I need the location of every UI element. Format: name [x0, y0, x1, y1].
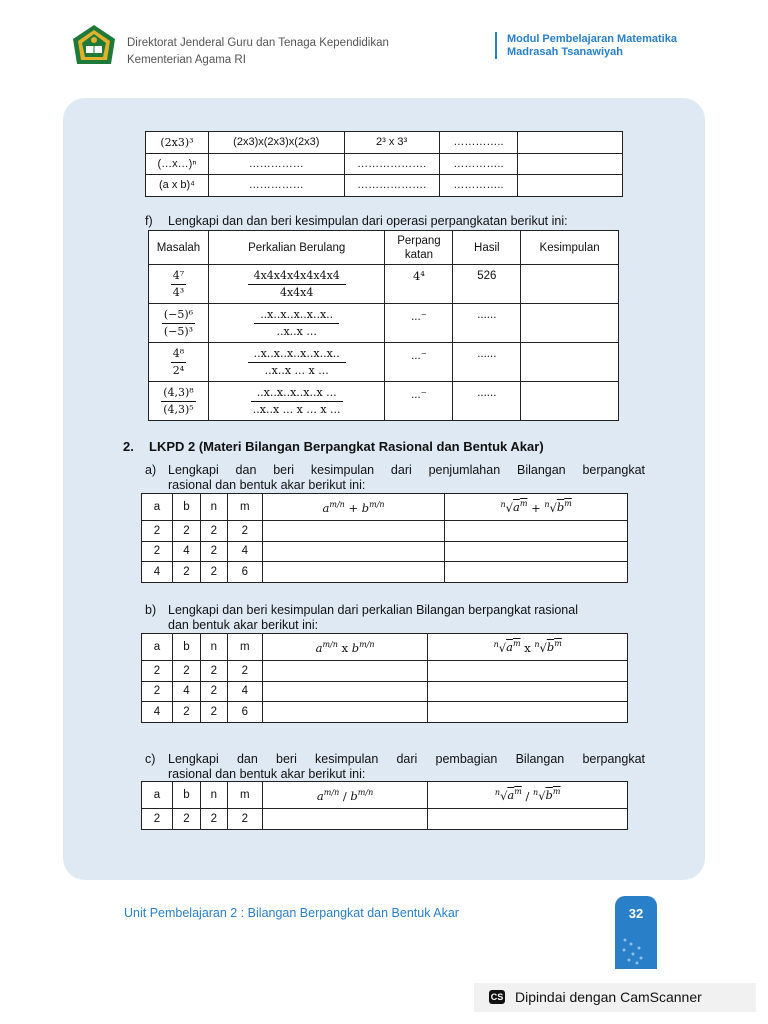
- column-header: b: [172, 634, 200, 661]
- question-b: [145, 603, 645, 633]
- column-header-exponent-quotient: $a^{m/n} / b^{m/n}$: [262, 782, 428, 809]
- section-title: LKPD 2 (Materi Bilangan Berpangkat Rasional dan Bentuk Akar): [149, 439, 544, 454]
- table-cell: 2³ x 3³: [344, 132, 439, 154]
- column-header: Perkalian Berulang: [208, 231, 385, 265]
- question-text-line1: Lengkapi dan beri kesimpulan dari penjumlahan Bilangan berpangkat: [168, 463, 645, 477]
- camscanner-logo: CS: [490, 992, 504, 1002]
- repeated-multiplication: $\frac{..x..x..x..x..x ...}{..x..x ... x ... x ...}$: [251, 386, 343, 417]
- camscanner-text: Dipindai dengan CamScanner: [515, 989, 702, 1005]
- table-row: [149, 382, 619, 421]
- column-header: n: [200, 634, 227, 661]
- column-header-exponent-product: $a^{m/n}$ x $b^{m/n}$: [262, 634, 428, 661]
- header-module-line1: Modul Pembelajaran Matematika: [507, 33, 677, 45]
- header-module: [507, 33, 677, 59]
- table-cell: (2x3)³: [146, 132, 209, 154]
- header-module-line2: Madrasah Tsanawiyah: [507, 46, 623, 58]
- table-header-row: [142, 634, 628, 661]
- power-cell: ...⁻: [385, 382, 453, 421]
- table-row: 2 4 2 4: [142, 681, 628, 702]
- repeated-multiplication: $\frac{4x4x4x4x4x4x4}{4x4x4}$: [248, 269, 346, 300]
- table-cell: [518, 175, 623, 197]
- question-label: f): [145, 214, 153, 228]
- page-header: [0, 0, 768, 90]
- table-row: 2 4 2 4: [142, 541, 628, 562]
- column-header: Hasil: [453, 231, 521, 265]
- question-text-line2: rasional dan bentuk akar berikut ini:: [168, 767, 366, 781]
- problem-fraction: $\frac{\text{4⁸}}{\text{2⁴}}$: [172, 346, 185, 377]
- conclusion-cell: [521, 382, 619, 421]
- table-cell: [518, 153, 623, 175]
- section-number: 2.: [123, 439, 134, 454]
- conclusion-cell: [521, 304, 619, 343]
- table-multiplication-rational: [141, 633, 628, 723]
- table-row: [149, 304, 619, 343]
- conclusion-cell: [521, 343, 619, 382]
- table-header-row: [142, 494, 628, 521]
- table-row: 2 2 2 2: [142, 661, 628, 682]
- column-header: Kesimpulan: [521, 231, 619, 265]
- column-header: Masalah: [149, 231, 209, 265]
- column-header: m: [227, 494, 262, 521]
- page-number: 32: [628, 906, 644, 921]
- table-row: [146, 175, 623, 197]
- power-cell: 4⁴: [385, 265, 453, 304]
- header-org-line2: Kementerian Agama RI: [127, 54, 246, 66]
- question-text-line1: Lengkapi dan beri kesimpulan dari pembagian Bilangan berpangkat: [168, 752, 645, 766]
- column-header: a: [142, 782, 173, 809]
- table-row: 4 2 2 6: [142, 702, 628, 723]
- result-cell: ......: [453, 343, 521, 382]
- table-cell: ……………….: [344, 153, 439, 175]
- footer-unit-title: Unit Pembelajaran 2 : Bilangan Berpangkat dan Bentuk Akar: [124, 906, 459, 920]
- table-row: 2 2 2 2: [142, 521, 628, 542]
- result-cell: ......: [453, 382, 521, 421]
- column-header: n: [200, 782, 227, 809]
- column-header: n: [200, 494, 227, 521]
- repeated-multiplication: $\frac{..x..x..x..x..x..}{..x..x ...}$: [254, 308, 339, 339]
- decorative-dots-icon: [619, 934, 651, 966]
- result-cell: 526: [453, 265, 521, 304]
- question-f: [145, 214, 568, 229]
- column-header: a: [142, 634, 173, 661]
- column-header-root-product: $^n√a^m$ x $^n√b^m$: [428, 634, 628, 661]
- table-row: [146, 132, 623, 154]
- question-c: [145, 752, 645, 782]
- table-row: [146, 153, 623, 175]
- question-text-line2: rasional dan bentuk akar berikut ini:: [168, 478, 366, 492]
- column-header: a: [142, 494, 173, 521]
- question-text: Lengkapi dan dan beri kesimpulan dari operasi perpangkatan berikut ini:: [168, 214, 568, 228]
- table-header-row: [149, 231, 619, 265]
- table-addition-rational: [141, 493, 628, 583]
- result-cell: ......: [453, 304, 521, 343]
- column-header: m: [227, 634, 262, 661]
- column-header: b: [172, 494, 200, 521]
- column-header: Perpang katan: [385, 231, 453, 265]
- table-cell: ……………….: [344, 175, 439, 197]
- question-text-line1: Lengkapi dan beri kesimpulan dari perkalian Bilangan berpangkat rasional: [168, 603, 578, 617]
- column-header: b: [172, 782, 200, 809]
- table-cell: …………..: [439, 153, 518, 175]
- column-header-root-sum: $^n√a^m + ^n√b^m$: [445, 494, 628, 521]
- page-number-tab: [615, 896, 657, 969]
- problem-fraction: $\frac{\text{(4,3)⁸}}{\text{(4,3)⁵}}$: [163, 385, 194, 416]
- table-row: 4 2 2 6: [142, 562, 628, 583]
- table-quotient-of-powers: [148, 230, 619, 421]
- header-org-line1: Direktorat Jenderal Guru dan Tenaga Kependidikan: [127, 37, 389, 49]
- table-cell: ……………: [208, 153, 344, 175]
- table-header-row: [142, 782, 628, 809]
- question-a: [145, 463, 645, 493]
- repeated-multiplication: $\frac{..x..x..x..x..x..x..}{..x..x ... x ...}$: [248, 347, 346, 378]
- table-power-of-product: [145, 131, 623, 197]
- table-cell: (…x…)ⁿ: [146, 153, 209, 175]
- question-label: a): [145, 463, 157, 477]
- camscanner-watermark: [474, 983, 756, 1012]
- table-cell: …………..: [439, 132, 518, 154]
- question-label: c): [145, 752, 156, 766]
- power-cell: ...⁻: [385, 343, 453, 382]
- section-heading: [123, 439, 544, 454]
- problem-fraction: $\frac{\text{4⁷}}{\text{4³}}$: [172, 268, 185, 299]
- column-header: m: [227, 782, 262, 809]
- kemenag-logo: [71, 24, 117, 68]
- table-cell: (a x b)⁴: [146, 175, 209, 197]
- table-row: [149, 343, 619, 382]
- table-row: [149, 265, 619, 304]
- question-text-line2: dan bentuk akar berikut ini:: [168, 618, 319, 632]
- power-cell: ...⁻: [385, 304, 453, 343]
- table-cell: (2x3)x(2x3)x(2x3): [208, 132, 344, 154]
- table-cell: [518, 132, 623, 154]
- column-header-exponent-sum: $a^{m/n} + b^{m/n}$: [262, 494, 445, 521]
- header-institution: [127, 35, 389, 69]
- table-cell: …………..: [439, 175, 518, 197]
- table-division-rational: [141, 781, 628, 830]
- question-label: b): [145, 603, 157, 617]
- conclusion-cell: [521, 265, 619, 304]
- table-row: 2 2 2 2: [142, 809, 628, 830]
- header-divider: [495, 32, 497, 59]
- column-header-root-quotient: $^n√a^m / ^n√b^m$: [428, 782, 628, 809]
- table-cell: ……………: [208, 175, 344, 197]
- problem-fraction: $\frac{\text{(−5)⁶}}{\text{(−5)³}}$: [163, 307, 194, 338]
